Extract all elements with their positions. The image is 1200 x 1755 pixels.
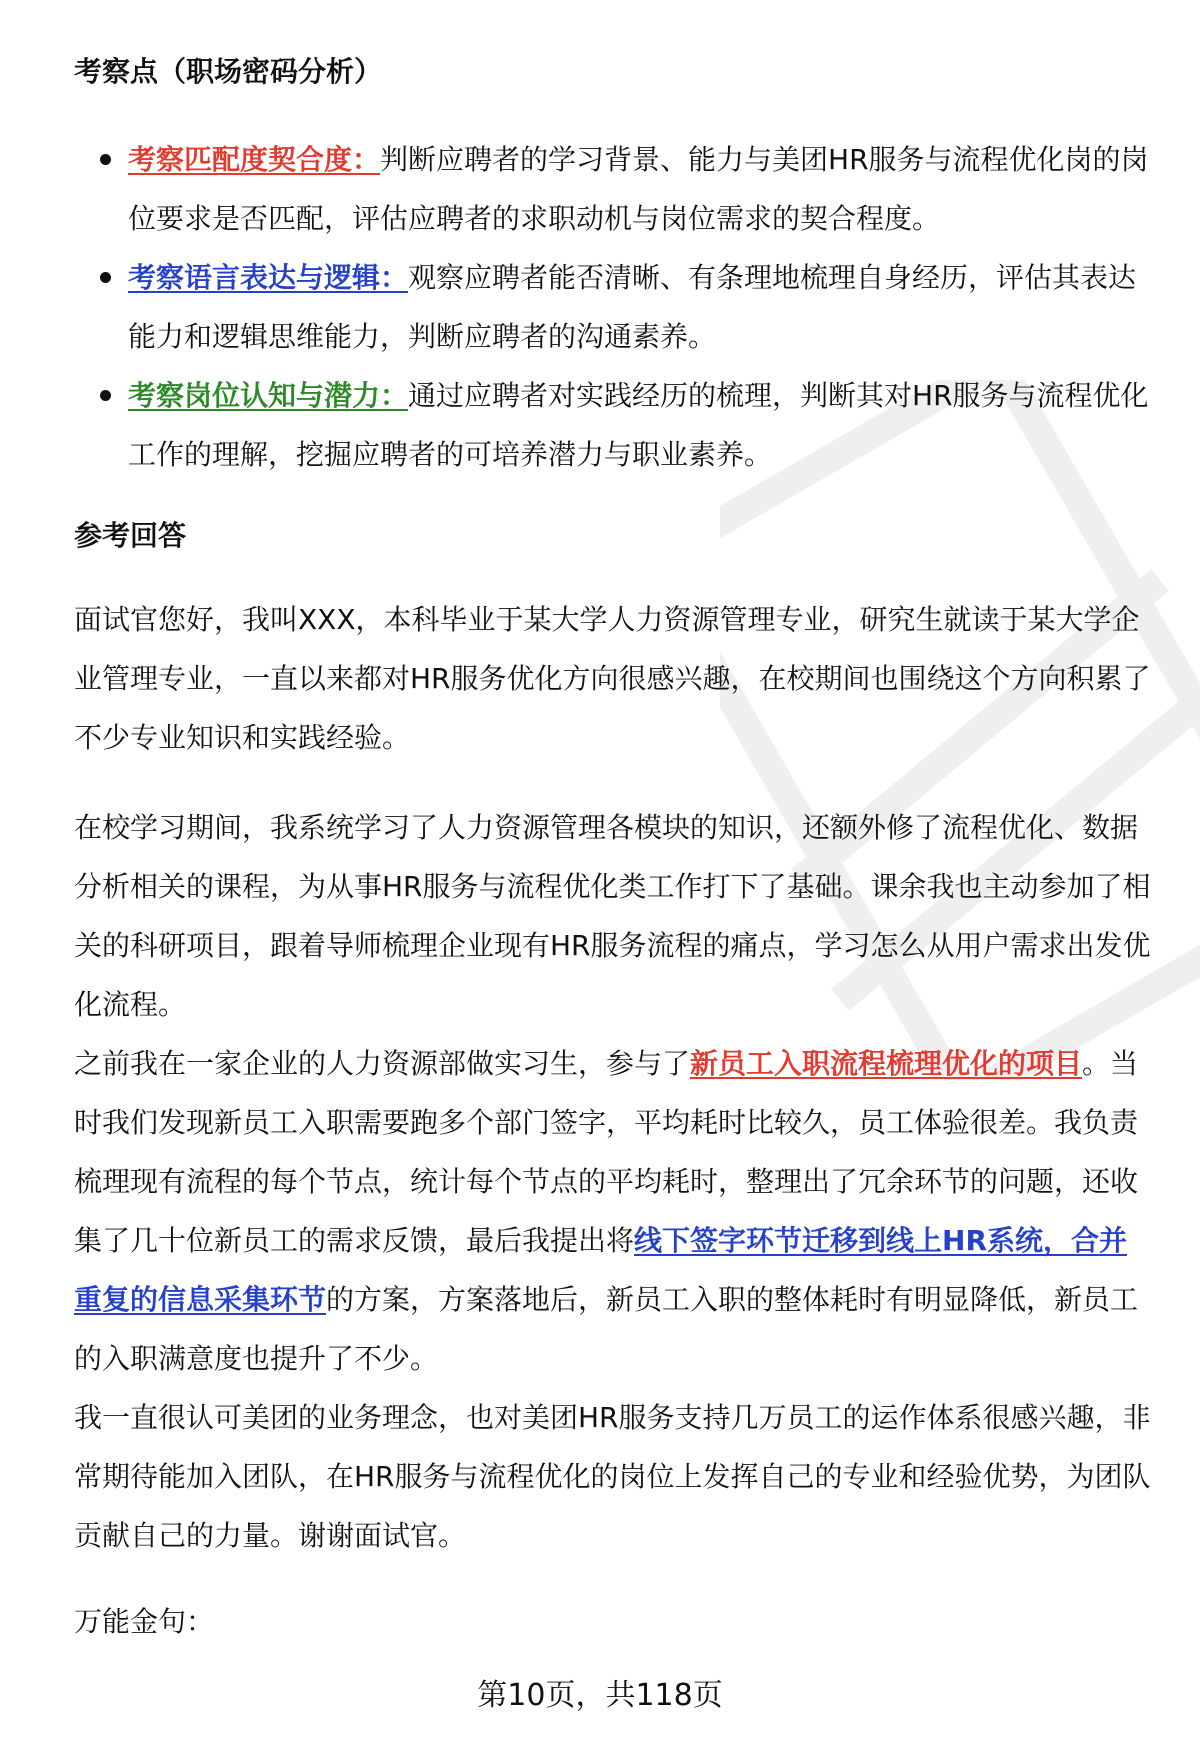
internship-text-c: 的方案，方案落地后，新员工入职的整体耗时有明显降低，新员工的入职满意度也提升了不少。 bbox=[74, 1283, 1139, 1375]
list-item bbox=[96, 248, 1156, 366]
answer-paragraph-golden-sentence: 万能金句： bbox=[74, 1605, 215, 1638]
bullet-label: 考察岗位认知与潜力： bbox=[128, 379, 409, 412]
list-item bbox=[96, 130, 1156, 248]
internship-text-a: 之前我在一家企业的人力资源部做实习生，参与了 bbox=[74, 1047, 691, 1080]
bullet-label: 考察匹配度契合度： bbox=[128, 143, 381, 176]
internship-text-b: 。当时我们发现新员工入职需要跑多个部门签字，平均耗时比较久，员工体验很差。我负责梳理现有流程的每个节点，统计每个节点的平均耗时，整理出了冗余环节的问题，还收集了几十位新员工的需求反馈，最后我提出将 bbox=[74, 1047, 1139, 1257]
list-item bbox=[96, 366, 1156, 484]
highlight-solution: 线下签字环节迁移到线上HR系统，合并重复的信息采集环节 bbox=[74, 1224, 1128, 1316]
bullet-text: 通过应聘者对实践经历的梳理，判断其对HR服务与流程优化工作的理解，挖掘应聘者的可培养潜力与职业素养。 bbox=[128, 379, 1149, 471]
bullet-dot-icon bbox=[100, 390, 111, 401]
answer-paragraph-closing: 我一直很认可美团的业务理念，也对美团HR服务支持几万员工的运作体系很感兴趣，非常期待能加入团队，在HR服务与流程优化的岗位上发挥自己的专业和经验优势，为团队贡献自己的力量。谢谢面试官。 bbox=[74, 1401, 1151, 1552]
section-title-reference-answer: 参考回答 bbox=[74, 519, 187, 552]
section-title-exam-points: 考察点（职场密码分析） bbox=[74, 55, 383, 88]
answer-paragraph-study: 在校学习期间，我系统学习了人力资源管理各模块的知识，还额外修了流程优化、数据分析相关的课程，为从事HR服务与流程优化类工作打下了基础。课余我也主动参加了相关的科研项目，跟着导师梳理企业现有HR服务流程的痛点，学习怎么从用户需求出发优化流程。 bbox=[74, 811, 1151, 1021]
bullet-text: 判断应聘者的学习背景、能力与美团HR服务与流程优化岗的岗位要求是否匹配，评估应聘者的求职动机与岗位需求的契合程度。 bbox=[128, 143, 1149, 235]
highlight-project: 新员工入职流程梳理优化的项目 bbox=[690, 1047, 1083, 1080]
answer-paragraph-internship bbox=[74, 1034, 1154, 1388]
exam-points-list bbox=[96, 130, 1156, 484]
bullet-text: 观察应聘者能否清晰、有条理地梳理自身经历，评估其表达能力和逻辑思维能力，判断应聘者的沟通素养。 bbox=[128, 261, 1137, 353]
answer-paragraph-intro: 面试官您好，我叫XXX，本科毕业于某大学人力资源管理专业，研究生就读于某大学企业管理专业，一直以来都对HR服务优化方向很感兴趣，在校期间也围绕这个方向积累了不少专业知识和实践经验。 bbox=[74, 603, 1151, 754]
bullet-dot-icon bbox=[100, 272, 111, 283]
page-number: 第10页，共118页 bbox=[477, 1678, 723, 1713]
bullet-label: 考察语言表达与逻辑： bbox=[128, 261, 409, 294]
bullet-dot-icon bbox=[100, 154, 111, 165]
